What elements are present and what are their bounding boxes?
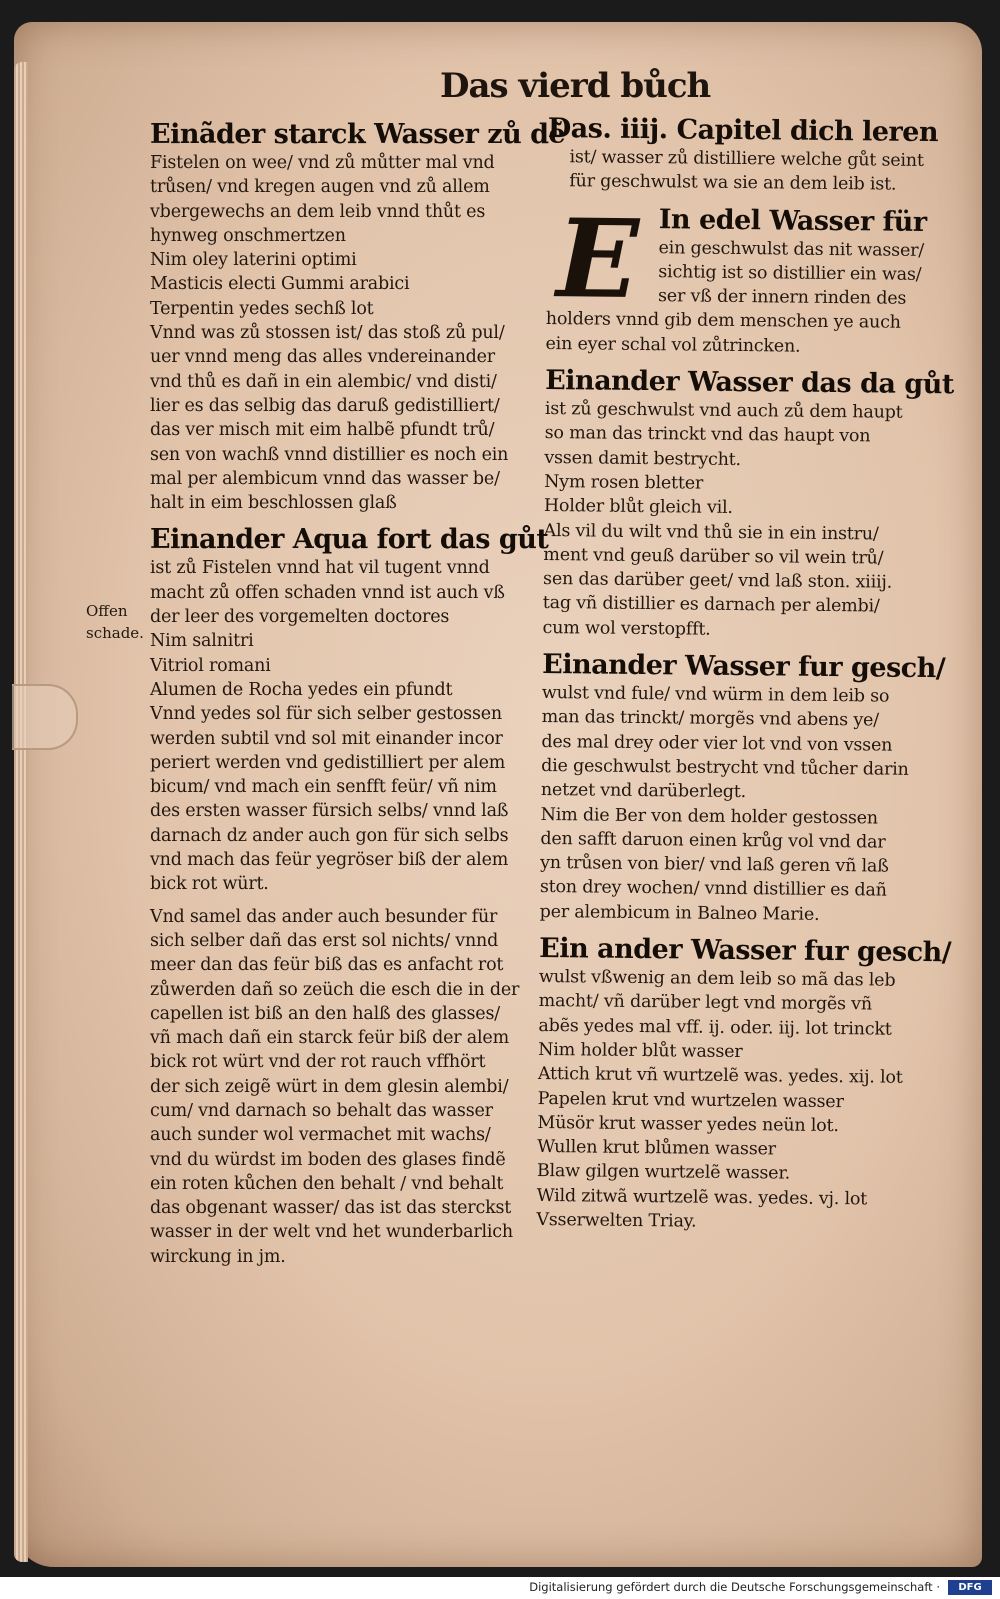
text-line: sich selber dañ das erst sol nichts/ vnnd <box>150 930 499 951</box>
text-line: abẽs yedes mal vff. ij. oder. iij. lot trinckt <box>538 1015 892 1040</box>
text-line: so man das trinckt vnd das haupt von <box>544 423 871 447</box>
margin-note <box>86 600 146 644</box>
text-line: ston drey wochen/ vnnd distillier es dañ <box>539 877 887 902</box>
text-line: ist zů geschwulst vnd auch zů dem haupt <box>544 399 903 423</box>
recipe-block <box>542 364 955 644</box>
text-line: uer vnnd meng das alles vndereinander <box>150 347 495 368</box>
text-line: vnd du würdst im boden des glases findẽ <box>150 1149 506 1170</box>
text-line: bick rot würt. <box>150 874 269 895</box>
text-line: Nym rosen bletter <box>544 471 704 494</box>
text-line: Blaw gilgen wurtzelẽ wasser. <box>536 1161 791 1184</box>
left-column <box>150 118 566 1269</box>
recipe-block <box>150 523 549 896</box>
text-line: das obgenant wasser/ das ist das sterckst <box>150 1198 512 1219</box>
text-line: vssen damit bestrycht. <box>544 447 742 470</box>
text-line: hynweg onschmertzen <box>150 225 346 246</box>
page-clip <box>12 684 78 750</box>
text-line: bicum/ vnd mach ein senfft feür/ vñ nim <box>150 777 497 798</box>
footer-credit: Digitalisierung gefördert durch die Deutsche Forschungsgemeinschaft · <box>529 1580 940 1594</box>
text-line: wulst vnd fule/ vnd würm in dem leib so <box>541 683 890 707</box>
text-line: mal per alembicum vnnd das wasser be/ <box>150 468 500 489</box>
text-line: macht/ vñ darüber legt vnd morgẽs vñ <box>538 991 873 1015</box>
text-line: ser vß der innern rinden des <box>657 286 907 309</box>
text-line: trůsen/ vnd kregen augen vnd zů allem <box>150 177 490 198</box>
text-line: capellen ist biß an den halß des glasses/ <box>150 1003 500 1024</box>
text-line: für geschwulst wa sie an dem leib ist. <box>569 171 897 195</box>
text-line: Vnnd was zů stossen ist/ das stoß zů pul/ <box>150 323 505 344</box>
text-line: werden subtil vnd sol mit einander incor <box>150 728 503 749</box>
text-line: ein eyer schal vol zůtrincken. <box>545 333 801 357</box>
text-line: ist zů Fistelen vnnd hat vil tugent vnnd <box>150 558 490 579</box>
text-line: cum wol verstopfft. <box>542 617 711 640</box>
recipe-block <box>150 905 540 1269</box>
chapter-heading-block <box>547 112 948 198</box>
text-line: Nim die Ber von dem holder gestossen <box>540 804 879 829</box>
recipe-block <box>150 118 566 515</box>
text-line: Alumen de Rocha yedes ein pfundt <box>150 679 453 700</box>
text-line: vnd mach das feür yegröser biß der alem <box>150 850 509 871</box>
text-line: Wullen krut blůmen wasser <box>537 1137 776 1160</box>
text-line: netzet vnd darüberlegt. <box>540 780 747 803</box>
text-line: Nim oley laterini optimi <box>150 250 357 271</box>
text-line: per alembicum in Balneo Marie. <box>539 901 820 925</box>
text-line: halt in eim beschlossen glaß <box>150 493 397 514</box>
recipe-heading: Einander Wasser fur gesch/ <box>542 649 946 685</box>
text-line: wirckung in jm. <box>150 1246 286 1267</box>
text-line: macht zů offen schaden vnnd ist auch vß <box>150 582 505 603</box>
text-line: auch sunder wol vermachet mit wachs/ <box>150 1125 491 1146</box>
recipe-block <box>536 932 952 1236</box>
text-line: Vnd samel das ander auch besunder für <box>150 906 498 927</box>
text-line: Vnnd yedes sol für sich selber gestossen <box>150 704 502 725</box>
running-head: Das vierd bůch <box>440 66 711 106</box>
text-line: yn trůsen von bier/ vnd laß geren vñ laß <box>540 853 889 877</box>
text-line: meer dan das feür biß das es anfacht rot <box>150 955 504 976</box>
recipe-heading: Ein ander Wasser fur gesch/ <box>539 932 952 969</box>
text-line: Masticis electi Gummi arabici <box>150 274 410 295</box>
text-line: zůwerden dañ so zeüch die esch die in der <box>150 979 520 1000</box>
text-line: Attich krut vñ wurtzelẽ was. yedes. xij. lot <box>537 1064 903 1088</box>
text-line: sen das darüber geet/ vnd laß ston. xiiij. <box>543 569 893 593</box>
text-line: ment vnd geuß darüber so vil wein trů/ <box>543 544 884 569</box>
margin-note-line: schade. <box>86 624 144 642</box>
text-line: periert werden vnd gedistilliert per alem <box>150 752 506 773</box>
text-line: Fistelen on wee/ vnd zů můtter mal vnd <box>150 153 495 173</box>
initial-block <box>545 195 947 361</box>
text-line: darnach dz ander auch gon für sich selbs <box>150 825 509 846</box>
text-line: sen von wachß vnnd distillier es noch ein <box>150 444 509 465</box>
text-line: das ver misch mit eim halbẽ pfundt trů/ <box>150 420 495 441</box>
text-line: Als vil du wilt vnd thů sie in ein instru/ <box>543 520 879 545</box>
text-line: sichtig ist so distillier ein was/ <box>658 262 922 285</box>
decorated-initial: E <box>555 195 640 323</box>
text-line: der leer des vorgemelten doctores <box>150 607 450 628</box>
text-line: holders vnnd gib dem menschen ye auch <box>545 309 901 334</box>
text-line: Vsserwelten Triay. <box>536 1209 697 1232</box>
text-line: Terpentin yedes sechß lot <box>150 298 374 319</box>
text-line: Nim salnitri <box>150 631 254 652</box>
text-line: wulst vßwenig an dem leib so mã das leb <box>538 966 896 991</box>
recipe-heading: In edel Wasser für <box>658 203 927 238</box>
text-line: vnd thů es dañ in ein alembic/ vnd disti/ <box>150 371 497 392</box>
right-column <box>536 112 955 1236</box>
recipe-heading: Einãder starck Wasser zů dẽ <box>150 119 566 150</box>
recipe-block <box>539 648 946 928</box>
text-line: des mal drey oder vier lot vnd von vssen <box>541 731 893 756</box>
text-line: lier es das selbig das daruß gedistilliert/ <box>150 395 500 416</box>
text-line: des ersten wasser fürsich selbs/ vnnd laß <box>150 801 509 822</box>
text-line: Holder blůt gleich vil. <box>543 496 733 519</box>
text-line: der sich zeigẽ würt in dem glesin alembi/ <box>150 1076 509 1097</box>
text-line: die geschwulst bestrycht vnd tůcher darin <box>541 755 909 780</box>
margin-note-line: Offen <box>86 602 128 620</box>
text-line: Wild zitwã wurtzelẽ was. yedes. vj. lot <box>536 1185 868 1210</box>
page-edge <box>14 62 28 1562</box>
text-line: vbergewechs an dem leib vnnd thůt es <box>150 201 486 222</box>
recipe-heading: Einander Aqua fort das gůt <box>150 524 549 556</box>
text-line: wasser in der welt vnd het wunderbarlich <box>150 1222 513 1243</box>
text-line: vñ mach dañ ein starck feür biß der alem <box>150 1028 509 1049</box>
text-line: Vitriol romani <box>150 655 271 676</box>
recipe-heading: Einander Wasser das da gůt <box>545 365 955 401</box>
text-line: tag vñ distillier es darnach per alembi/ <box>542 593 880 617</box>
text-line: den safft daruon einen krůg vol vnd dar <box>540 828 886 853</box>
text-line: ein roten kůchen den behalt / vnd behalt <box>150 1173 504 1194</box>
chapter-title: Das. iiij. Capitel dich leren <box>547 112 939 149</box>
text-line: cum/ vnd darnach so behalt das wasser <box>150 1100 493 1121</box>
text-line: man das trinckt/ morgẽs vnd abens ye/ <box>541 707 880 731</box>
text-line: Nim holder blůt wasser <box>538 1039 743 1062</box>
text-line: ist/ wasser zů distilliere welche gůt seint <box>569 147 924 171</box>
dfg-logo: DFG <box>948 1580 992 1595</box>
text-line: Müsör krut wasser yedes neün lot. <box>537 1112 839 1136</box>
text-line: bick rot würt vnd der rot rauch vffhört <box>150 1052 486 1073</box>
text-line: ein geschwulst das nit wasser/ <box>658 237 925 261</box>
text-line: Papelen krut vnd wurtzelen wasser <box>537 1088 844 1112</box>
